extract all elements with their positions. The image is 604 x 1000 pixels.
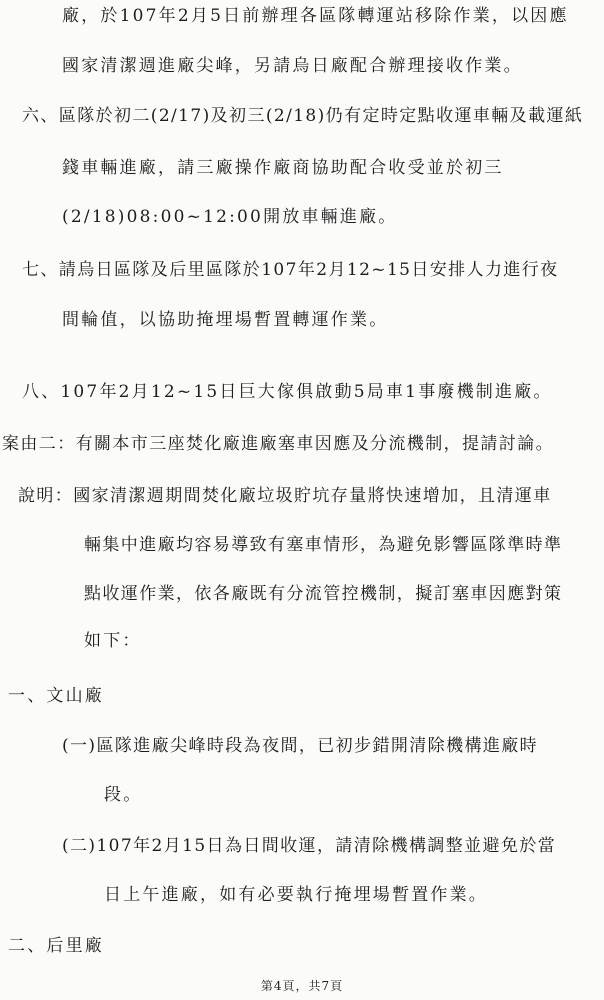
explanation-line-1: 說明：國家清潔週期間焚化廠垃圾貯坑存量將快速增加，且清運車 <box>18 486 552 506</box>
item-eight: 八、107年2月12~15日巨大傢俱啟動5局車1事廢機制進廠。 <box>22 382 553 402</box>
item-six-line-3: (2/18)08:00~12:00開放車輛進廠。 <box>62 207 398 227</box>
body-line-2: 國家清潔週進廠尖峰，另請烏日廠配合辦理接收作業。 <box>62 56 523 76</box>
page-number-footer: 第4頁，共7頁 <box>260 979 344 993</box>
body-line-1: 廠，於107年2月5日前辦理各區隊轉運站移除作業，以因應 <box>62 6 569 26</box>
explanation-line-2: 輛集中進廠均容易導致有塞車情形，為避免影響區隊準時準 <box>84 535 563 555</box>
explanation-line-4: 如下： <box>84 631 142 651</box>
wenshan-item-2-line-2: 日上午進廠，如有必要執行掩埋場暫置作業。 <box>104 885 488 905</box>
wenshan-item-1-line-1: (一)區隊進廠尖峰時段為夜間，已初步錯開清除機構進廠時 <box>62 736 539 756</box>
section-wenshan: 一、文山廠 <box>8 686 104 706</box>
explanation-line-3: 點收運作業，依各廠既有分流管控機制，擬訂塞車因應對策 <box>84 584 563 604</box>
wenshan-item-2-line-1: (二)107年2月15日為日間收運，請清除機構調整並避免於當 <box>62 836 557 856</box>
item-six-line-1: 六、區隊於初二(2/17)及初三(2/18)仍有定時定點收運車輛及載運紙 <box>22 106 584 126</box>
section-houli: 二、后里廠 <box>8 936 104 956</box>
wenshan-item-1-line-2: 段。 <box>104 785 143 805</box>
case-two-heading: 案由二：有關本市三座焚化廠進廠塞車因應及分流機制，提請討論。 <box>2 434 554 454</box>
item-six-line-2: 錢車輛進廠，請三廠操作廠商協助配合收受並於初三 <box>62 158 504 178</box>
item-seven-line-1: 七、請烏日區隊及后里區隊於107年2月12~15日安排人力進行夜 <box>22 260 559 280</box>
item-seven-line-2: 間輪值，以協助掩埋場暫置轉運作業。 <box>62 310 389 330</box>
